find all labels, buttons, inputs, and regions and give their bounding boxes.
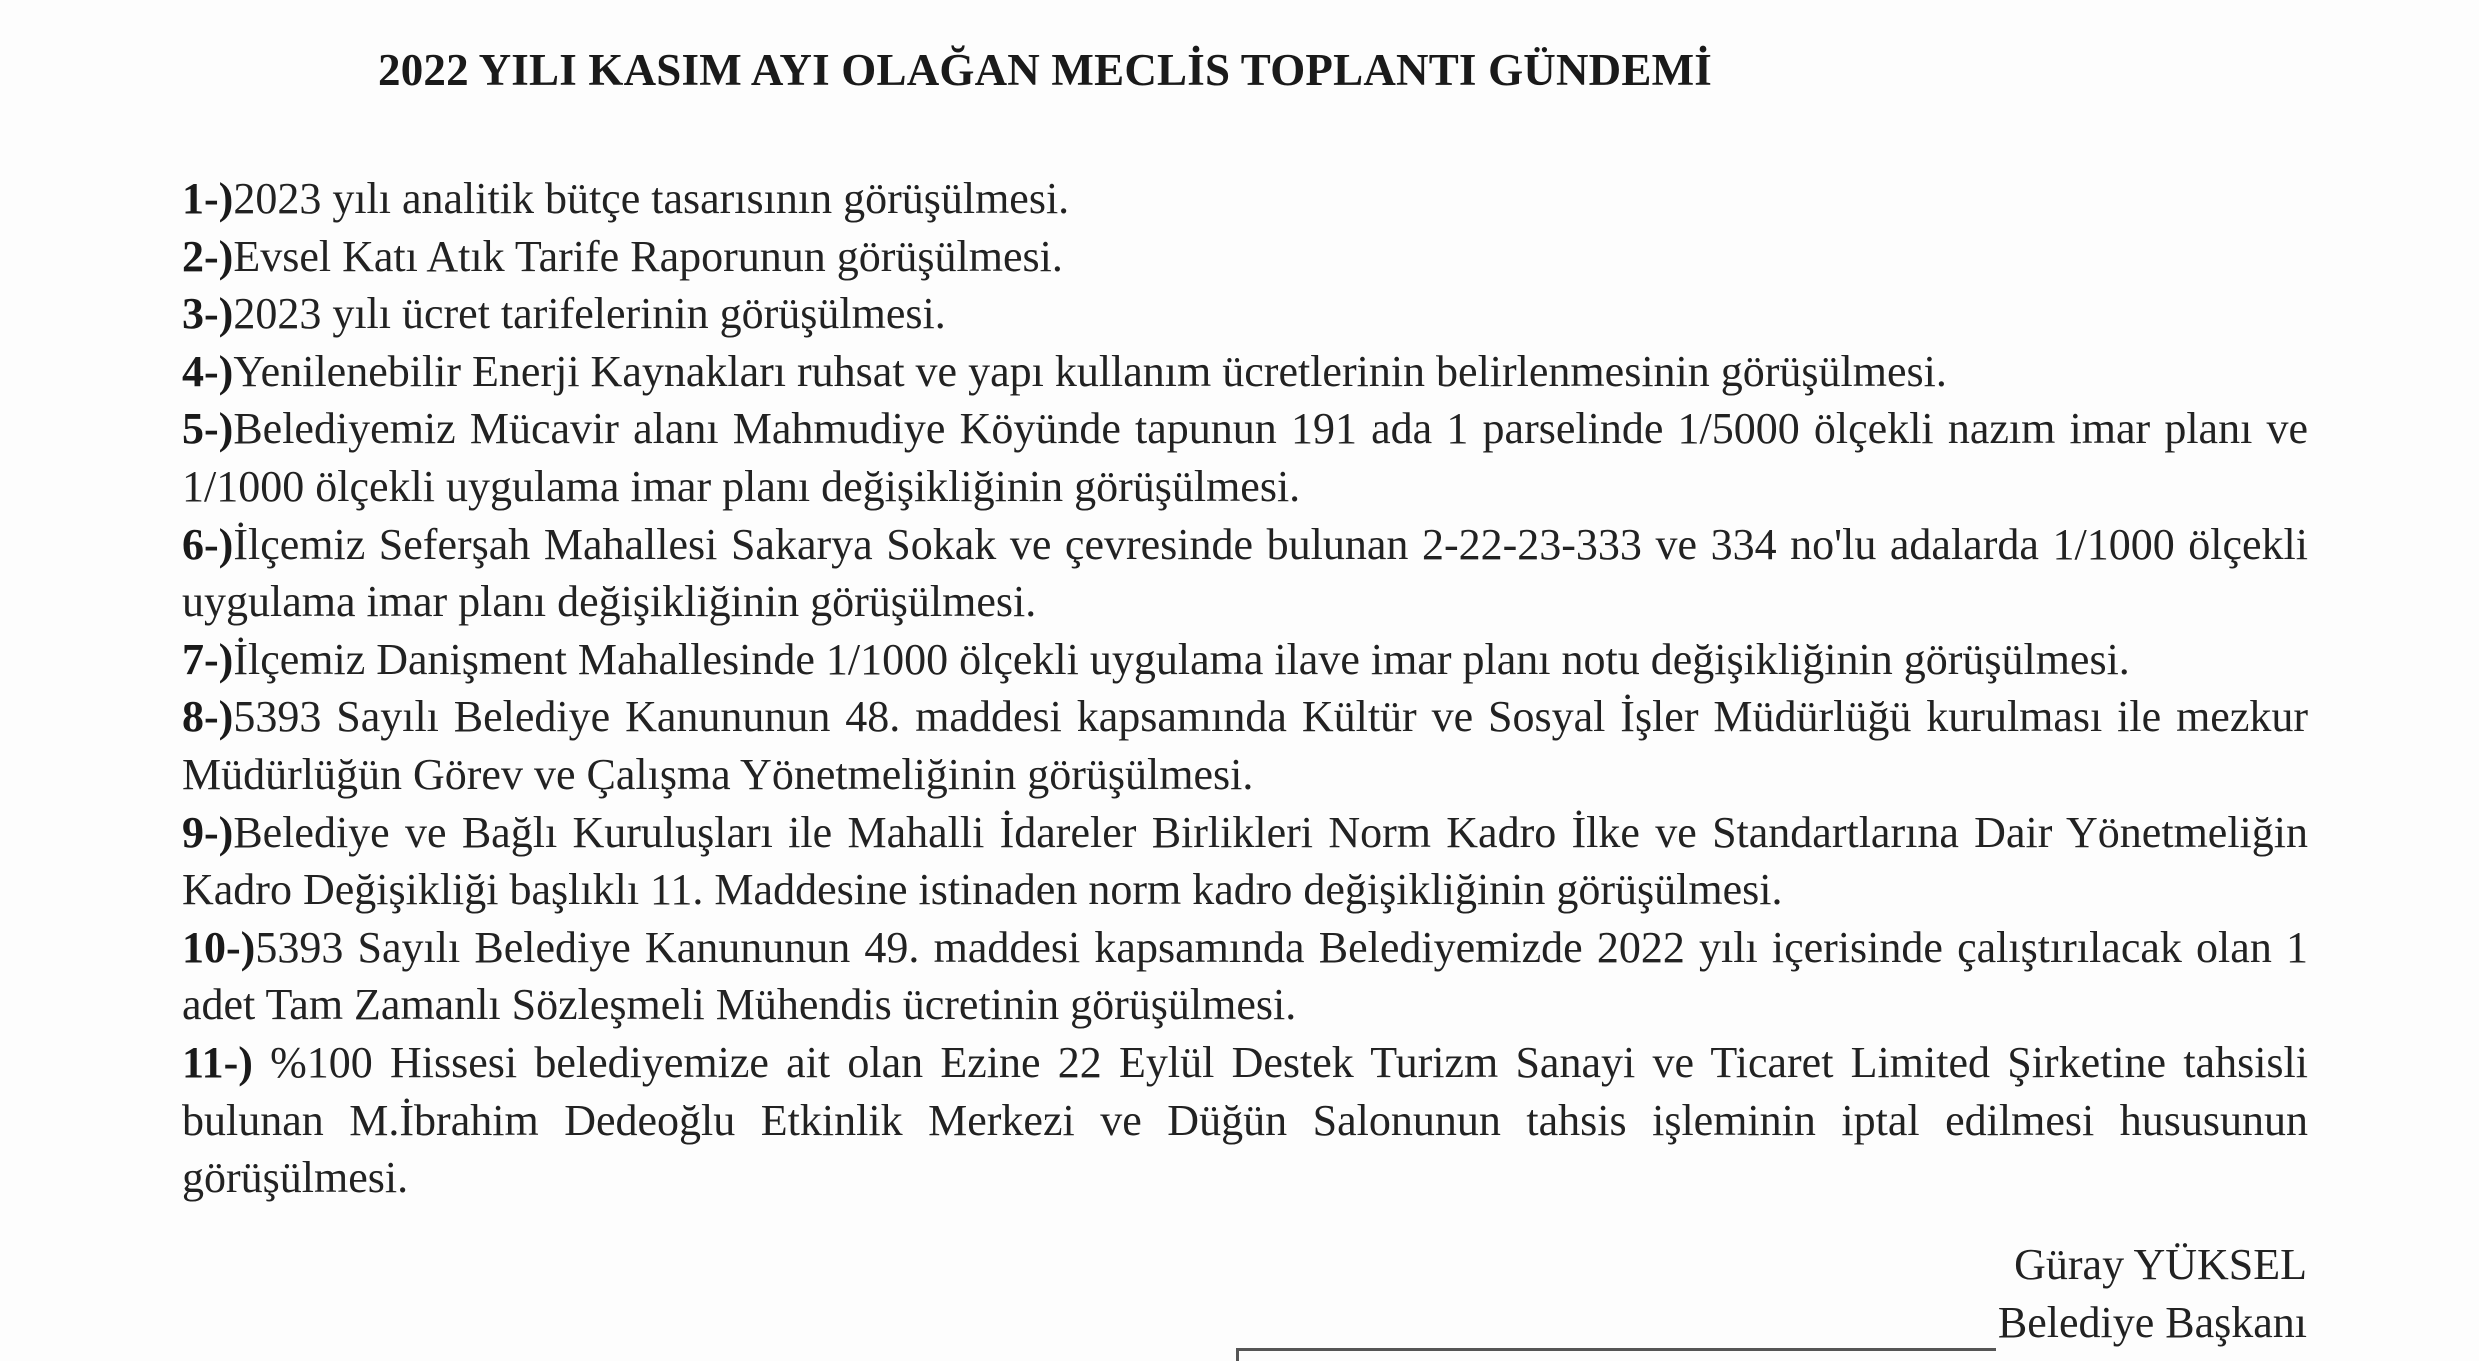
agenda-item-text: Belediye ve Bağlı Kuruluşları ile Mahalli İdareler Birlikleri Norm Kadro İlke ve Standartlarına Dair Yönetmeliğin Kadro Değişikliği başlıklı 11. Maddesine istinaden norm kadro değişikliğinin görüşülmesi. — [182, 807, 2308, 915]
agenda-item-text: 5393 Sayılı Belediye Kanununun 49. maddesi kapsamında Belediyemizde 2022 yılı içerisinde çalıştırılacak olan 1 adet Tam Zamanlı Sözleşmeli Mühendis ücretinin görüşülmesi. — [182, 922, 2308, 1030]
agenda-item — [182, 285, 2308, 343]
agenda-item-text: Yenilenebilir Enerji Kaynakları ruhsat ve yapı kullanım ücretlerinin belirlenmesinin görüşülmesi. — [233, 346, 1947, 396]
signature-block — [1998, 1236, 2307, 1352]
agenda-item-number: 5-) — [182, 404, 234, 454]
agenda-item-text: Evsel Katı Atık Tarife Raporunun görüşülmesi. — [233, 231, 1063, 281]
agenda-item-number: 7-) — [182, 634, 234, 684]
agenda-item — [182, 170, 2308, 228]
agenda-item-text: İlçemiz Danişment Mahallesinde 1/1000 ölçekli uygulama ilave imar planı notu değişikliğinin görüşülmesi. — [233, 634, 2130, 684]
agenda-item — [182, 400, 2308, 515]
agenda-item-number: 11-) — [182, 1037, 253, 1087]
agenda-item-number: 9-) — [182, 807, 234, 857]
agenda-item — [182, 688, 2308, 803]
stamp-box-edge — [1236, 1348, 1996, 1361]
agenda-item-text: 5393 Sayılı Belediye Kanununun 48. maddesi kapsamında Kültür ve Sosyal İşler Müdürlüğü kurulması ile mezkur Müdürlüğün Görev ve Çalışma Yönetmeliğinin görüşülmesi. — [182, 692, 2308, 799]
agenda-item — [182, 1034, 2308, 1207]
signatory-title: Belediye Başkanı — [1997, 1298, 2307, 1347]
agenda-item-number: 3-) — [182, 289, 234, 339]
agenda-item-number: 2-) — [182, 231, 234, 281]
agenda-item-text: 2023 yılı ücret tarifelerinin görüşülmesi. — [233, 289, 946, 339]
agenda-item-text: 2023 yılı analitik bütçe tasarısının görüşülmesi. — [233, 174, 1070, 223]
agenda-item — [182, 228, 2308, 286]
agenda-item-number: 8-) — [182, 692, 234, 742]
agenda-item — [182, 343, 2308, 401]
agenda-item-text: İlçemiz Seferşah Mahallesi Sakarya Sokak ve çevresinde bulunan 2-22-23-333 ve 334 no'lu adalarda 1/1000 ölçekli uygulama imar planı değişikliğinin görüşülmesi. — [182, 519, 2308, 627]
agenda-item — [182, 631, 2308, 689]
agenda-item-number: 10-) — [182, 922, 256, 972]
document-title: 2022 YILI KASIM AYI OLAĞAN MECLİS TOPLANTI GÜNDEMİ — [378, 45, 1712, 95]
agenda-item-text: Belediyemiz Mücavir alanı Mahmudiye Köyünde tapunun 191 ada 1 parselinde 1/5000 ölçekli nazım imar planı ve 1/1000 ölçekli uygulama imar planı değişikliğinin görüşülmesi. — [182, 404, 2308, 511]
agenda-item — [182, 919, 2308, 1034]
signatory-name: Güray YÜKSEL — [2014, 1240, 2307, 1289]
agenda-item-number: 4-) — [182, 346, 234, 396]
agenda-item-text: %100 Hissesi belediyemize ait olan Ezine 22 Eylül Destek Turizm Sanayi ve Ticaret Limited Şirketine tahsisli bulunan M.İbrahim Dedeoğlu Etkinlik Merkezi ve Düğün Salonunun tahsis işleminin iptal edilmesi hususunun görüşülmesi. — [182, 1037, 2308, 1203]
agenda-item-number: 1-) — [182, 174, 234, 223]
agenda-item-number: 6-) — [182, 519, 234, 569]
agenda-item — [182, 804, 2308, 919]
agenda-list — [182, 170, 2308, 1207]
agenda-item — [182, 516, 2308, 631]
